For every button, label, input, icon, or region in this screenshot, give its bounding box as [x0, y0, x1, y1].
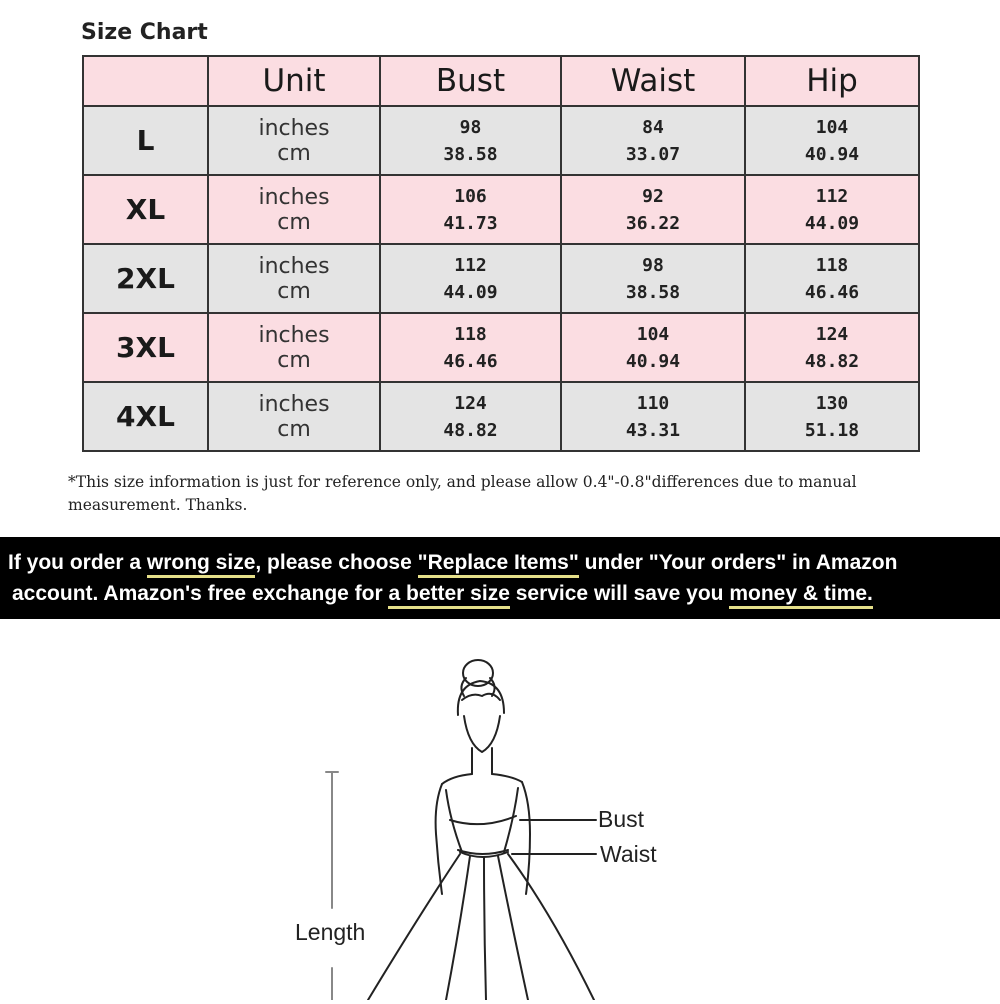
waist-inches-value: 98 [642, 254, 664, 276]
hip-cm-value: 40.94 [804, 143, 860, 165]
waist-cell [561, 244, 745, 313]
hip-cell [745, 313, 919, 382]
banner-highlight: wrong size [147, 551, 256, 578]
unit-cell [208, 382, 380, 451]
unit-inches: inches [258, 115, 330, 141]
waist-cell [561, 313, 745, 382]
unit-inches: inches [258, 184, 330, 210]
bust-label: Bust [598, 806, 645, 832]
hip-cell [745, 382, 919, 451]
bust-cm-value: 41.73 [443, 212, 498, 234]
hip-cell [745, 244, 919, 313]
waist-cell [561, 106, 745, 175]
waist-cm-value: 36.22 [625, 212, 681, 234]
size-cell: L [83, 106, 208, 175]
bust-cell [380, 106, 561, 175]
hip-cell [745, 175, 919, 244]
banner-line-2 [12, 582, 873, 606]
waist-inches-value: 110 [636, 392, 670, 414]
size-cell: 3XL [83, 313, 208, 382]
banner-highlight: a better size [388, 582, 509, 609]
unit-cm: cm [277, 140, 311, 166]
unit-cm: cm [277, 347, 311, 373]
bust-inches-value: 106 [454, 185, 487, 207]
bust-cm-value: 46.46 [443, 350, 498, 372]
size-cell: 4XL [83, 382, 208, 451]
hip-cm-value: 51.18 [804, 419, 860, 441]
dress-illustration [0, 640, 1000, 1000]
banner-line-1 [8, 551, 897, 575]
unit-cell [208, 106, 380, 175]
waist-inches-value: 84 [642, 116, 664, 138]
header-cell-unit: Unit [208, 56, 380, 106]
header-cell-size [83, 56, 208, 106]
reference-note: *This size information is just for reference only, and please allow 0.4"-0.8"differences due to manual measurement. Thanks. [68, 473, 857, 514]
table-header-row [83, 56, 919, 106]
banner-text: If you order a [8, 551, 147, 574]
header-cell-hip: Hip [745, 56, 919, 106]
waist-cm-value: 33.07 [625, 143, 681, 165]
waist-cm-value: 38.58 [625, 281, 681, 303]
unit-cm: cm [277, 209, 311, 235]
hip-cm-value: 46.46 [804, 281, 860, 303]
unit-cm: cm [277, 416, 311, 442]
waist-cm-value: 40.94 [625, 350, 681, 372]
size-chart-table [82, 55, 920, 452]
banner-highlight: money & time. [729, 582, 873, 609]
page-title: Size Chart [81, 20, 208, 45]
measurement-figure [0, 640, 1000, 1000]
hip-cell [745, 106, 919, 175]
unit-cell [208, 175, 380, 244]
table-row [83, 244, 919, 313]
bust-inches-value: 124 [454, 392, 487, 414]
size-cell: 2XL [83, 244, 208, 313]
waist-cell [561, 382, 745, 451]
hip-inches-value: 104 [815, 116, 849, 138]
hip-cm-value: 48.82 [804, 350, 860, 372]
table-row [83, 382, 919, 451]
table-row [83, 175, 919, 244]
table-row [83, 313, 919, 382]
bust-cell [380, 244, 561, 313]
hip-cm-value: 44.09 [804, 212, 860, 234]
unit-cm: cm [277, 278, 311, 304]
bust-cm-value: 48.82 [443, 419, 498, 441]
banner-text: account. Amazon's free exchange for [12, 582, 389, 605]
bust-cm-value: 44.09 [443, 281, 498, 303]
unit-cell [208, 244, 380, 313]
bust-cell [380, 313, 561, 382]
waist-cm-value: 43.31 [625, 419, 681, 441]
banner-text: service will save you [509, 582, 730, 605]
unit-inches: inches [258, 253, 330, 279]
size-cell: XL [83, 175, 208, 244]
waist-label: Waist [600, 841, 657, 867]
banner-highlight: "Replace Items" [418, 551, 579, 578]
header-cell-waist: Waist [561, 56, 745, 106]
bust-cell [380, 382, 561, 451]
bust-cell [380, 175, 561, 244]
hip-inches-value: 130 [815, 392, 849, 414]
header-cell-bust: Bust [380, 56, 561, 106]
bust-cm-value: 38.58 [443, 143, 498, 165]
banner-text: under "Your orders" in Amazon [578, 551, 898, 574]
bust-inches-value: 118 [454, 323, 487, 345]
banner-text: , please choose [255, 551, 418, 574]
unit-inches: inches [258, 391, 330, 417]
waist-inches-value: 92 [642, 185, 664, 207]
bust-inches-value: 112 [454, 254, 487, 276]
hip-inches-value: 118 [815, 254, 849, 276]
exchange-banner [0, 537, 1000, 619]
unit-cell [208, 313, 380, 382]
table-row [83, 106, 919, 175]
waist-cell [561, 175, 745, 244]
waist-inches-value: 104 [636, 323, 670, 345]
bust-inches-value: 98 [459, 116, 482, 138]
hip-inches-value: 124 [815, 323, 849, 345]
length-label: Length [295, 919, 366, 945]
unit-inches: inches [258, 322, 330, 348]
hip-inches-value: 112 [815, 185, 849, 207]
